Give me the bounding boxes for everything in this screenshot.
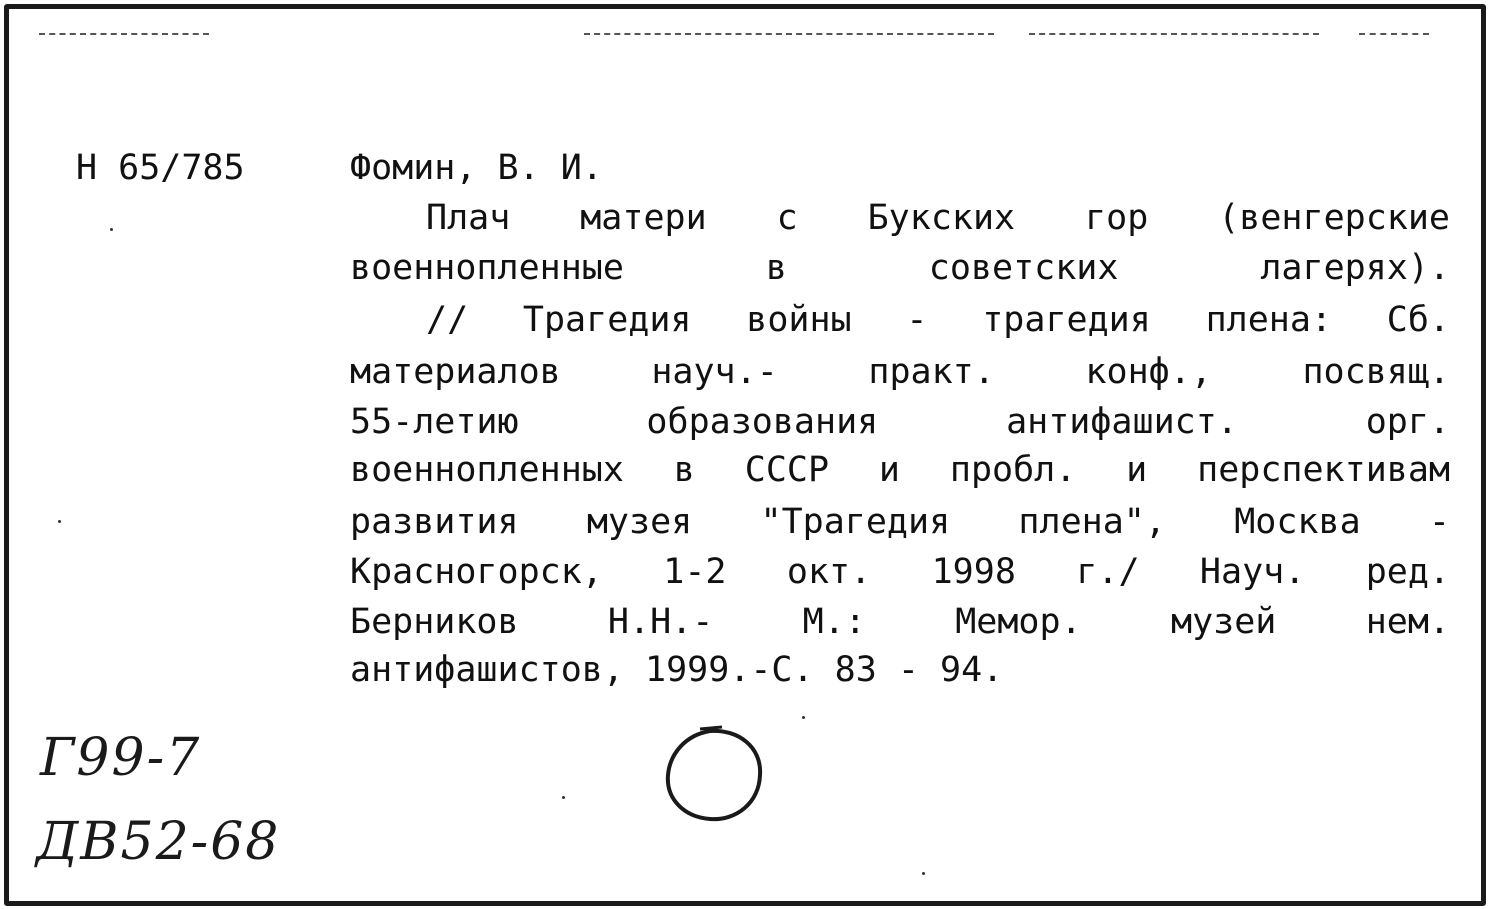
speck <box>922 872 925 875</box>
top-rule <box>39 33 209 35</box>
source-line: развития музея "Трагедия плена", Москва - <box>350 502 1450 542</box>
top-rule <box>584 33 994 35</box>
source-line: 55-летию образования антифашист. орг. <box>350 402 1450 442</box>
source-line: // Трагедия войны - трагедия плена: Сб. <box>426 300 1450 340</box>
handwritten-mark: ДВ52-68 <box>36 812 281 872</box>
handwritten-mark: Г99-7 <box>40 728 202 788</box>
title-line: военнопленные в советских лагерях). <box>350 248 1450 288</box>
call-number: Н 65/785 <box>76 148 245 188</box>
speck <box>802 716 805 719</box>
source-line: материалов науч.- практ. конф., посвящ. <box>350 352 1450 392</box>
top-rule <box>1359 33 1429 35</box>
top-rule <box>1029 33 1319 35</box>
speck <box>110 228 113 231</box>
source-line: антифашистов, 1999.-С. 83 - 94. <box>350 650 1004 690</box>
speck <box>562 796 565 799</box>
speck <box>58 520 61 523</box>
source-line: Берников Н.Н.- М.: Мемор. музей нем. <box>350 602 1450 642</box>
title-line: Плач матери с Букских гор (венгерские <box>426 198 1450 238</box>
author-heading: Фомин, В. И. <box>350 148 603 188</box>
punch-hole-circle <box>660 725 768 825</box>
source-line: Красногорск, 1-2 окт. 1998 г./ Науч. ред. <box>350 552 1450 592</box>
source-line: военнопленных в СССР и пробл. и перспективам <box>350 450 1450 490</box>
